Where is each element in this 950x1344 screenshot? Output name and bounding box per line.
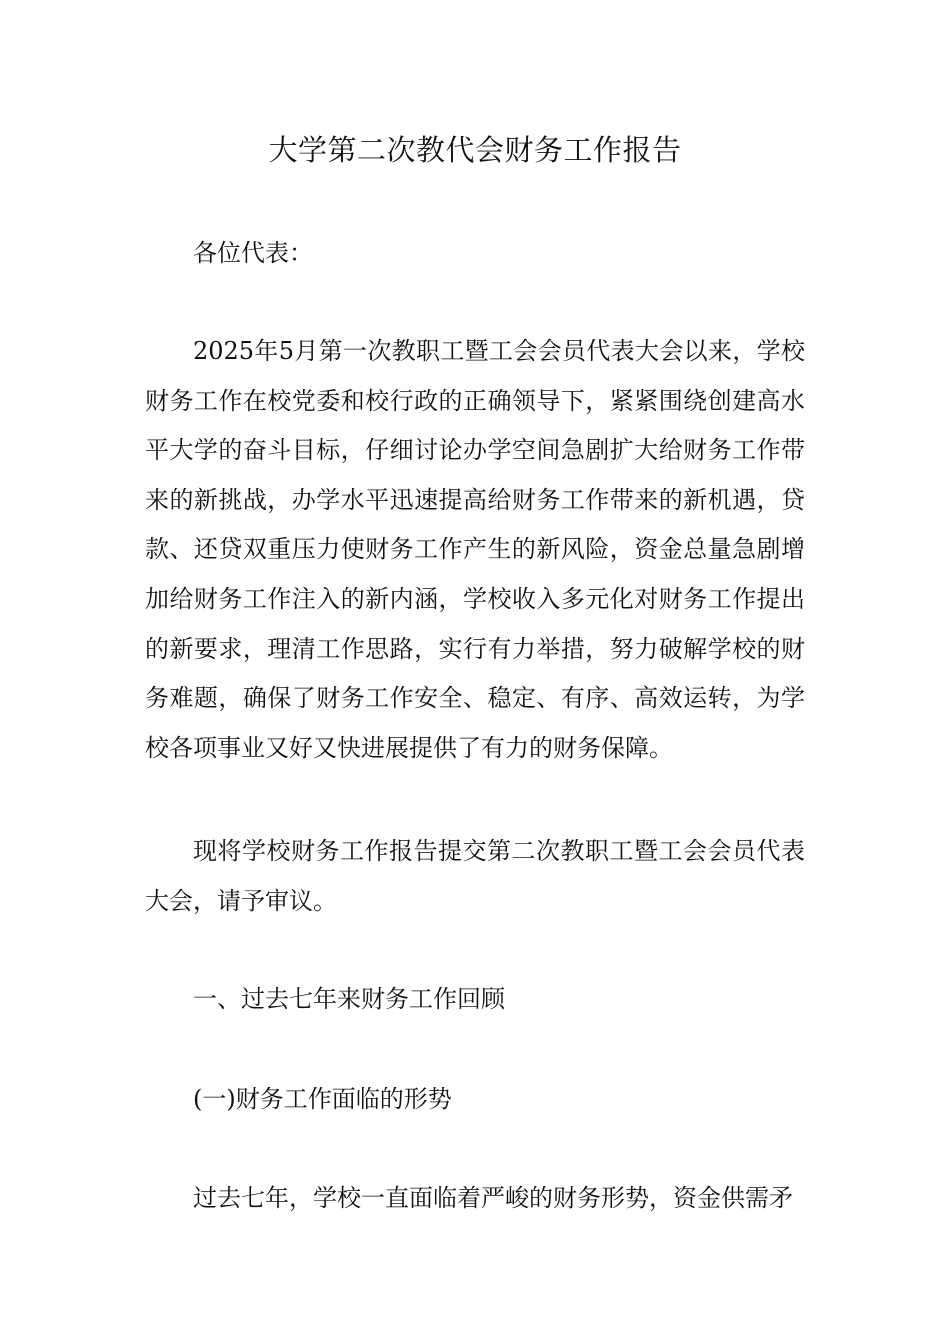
submission-paragraph: 现将学校财务工作报告提交第二次教职工暨工会会员代表大会，请予审议。 xyxy=(145,837,805,915)
greeting-paragraph: 各位代表： xyxy=(193,239,313,267)
intro-paragraph: 2025年5月第一次教职工暨工会会员代表大会以来，学校财务工作在校党委和校行政的正确领导下，紧紧围绕创建高水平大学的奋斗目标，仔细讨论办学空间急剧扩大给财务工作带来的新挑战，办学水平迅速提高给财务工作带来的新机遇，贷款、还贷双重压力使财务工作产生的新风险，资金总量急剧增加给财务工作注入的新内涵，学校收入多元化对财务工作提出的新要求，理清工作思路，实行有力举措，努力破解学校的财务难题，确保了财务工作安全、稳定、有序、高效运转，为学校各项事业又好又快进展提供了有力的财务保障。 xyxy=(145,337,805,762)
subsection-heading: (一)财务工作面临的形势 xyxy=(193,1085,452,1113)
section-body-paragraph: 过去七年，学校一直面临着严峻的财务形势，资金供需矛 xyxy=(193,1184,793,1212)
document-title: 大学第二次教代会财务工作报告 xyxy=(268,133,682,167)
section-heading: 一、过去七年来财务工作回顾 xyxy=(193,985,505,1013)
